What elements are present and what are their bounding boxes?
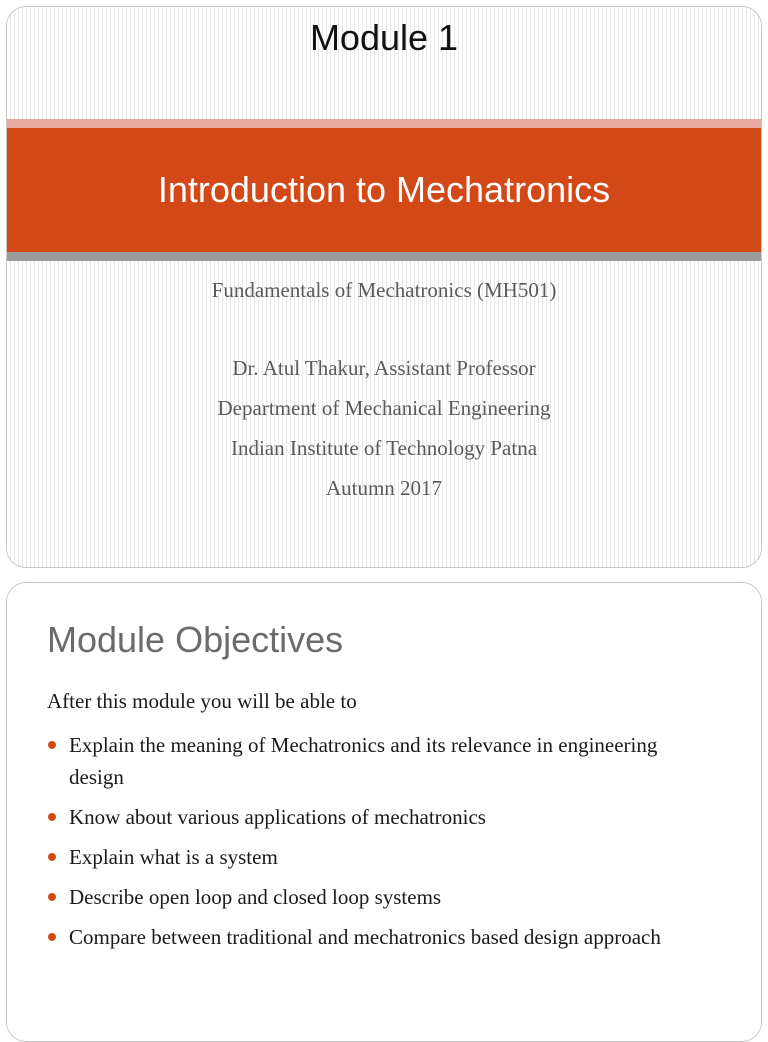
list-item-text: Compare between traditional and mechatronics based design approach [69,925,661,949]
term-label: Autumn 2017 [325,476,443,500]
title-slide [6,6,762,568]
title-band [7,128,761,252]
list-item [47,881,707,913]
objectives-slide [6,582,762,1042]
objectives-list [47,729,707,961]
bullet-icon [48,933,56,941]
bullet-icon [48,893,56,901]
list-item-text: Explain the meaning of Mechatronics and its relevance in engineering design [69,733,658,789]
accent-stripe [7,119,761,128]
bullet-icon [48,741,56,749]
list-item [47,729,707,793]
list-item [47,801,707,833]
list-item [47,921,707,953]
subtitle-block [7,275,761,513]
list-item-text: Describe open loop and closed loop systems [69,885,442,909]
slide-title: Introduction to Mechatronics [157,169,611,210]
bullet-icon [48,853,56,861]
department-name: Department of Mechanical Engineering [217,396,551,420]
instructor-name: Dr. Atul Thakur, Assistant Professor [232,356,536,380]
objectives-heading: Module Objectives [47,619,344,660]
list-item [47,841,707,873]
divider-stripe [7,252,761,261]
list-item-text: Explain what is a system [69,845,278,869]
course-name: Fundamentals of Mechatronics (MH501) [211,278,557,302]
module-label: Module 1 [309,17,459,58]
institute-name: Indian Institute of Technology Patna [230,436,538,460]
objectives-intro: After this module you will be able to [47,689,357,713]
list-item-text: Know about various applications of mechatronics [69,805,486,829]
bullet-icon [48,813,56,821]
